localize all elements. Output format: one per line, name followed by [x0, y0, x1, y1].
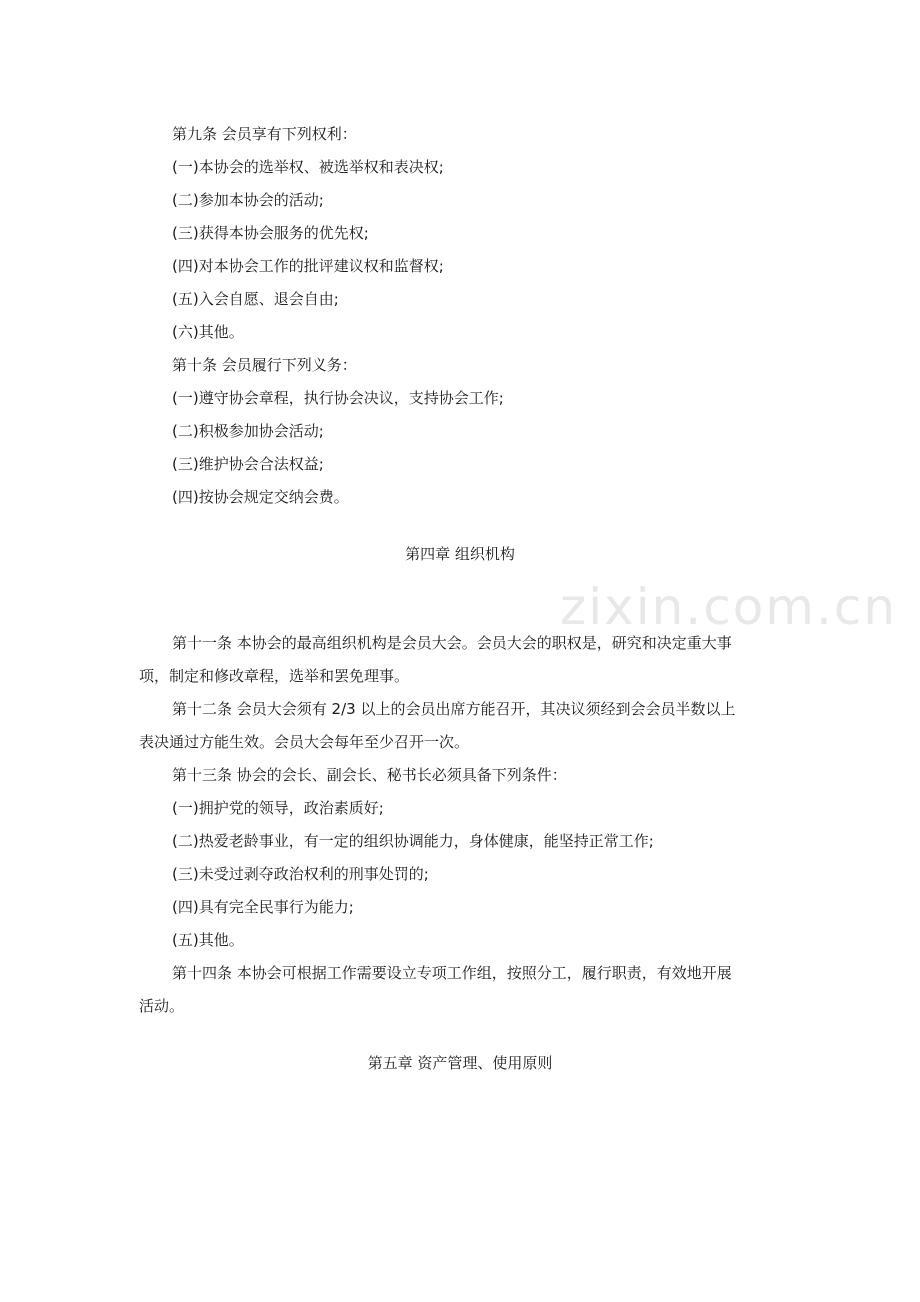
list-item: (三)维护协会合法权益;	[172, 455, 324, 473]
article-10-title: 第十条 会员履行下列义务：	[172, 356, 357, 374]
list-item: (一)拥护党的领导，政治素质好;	[172, 799, 384, 817]
watermark: zixin.com.cn	[560, 578, 898, 636]
list-item: (二)参加本协会的活动;	[172, 191, 324, 209]
list-item: (三)未受过剥夺政治权利的刑事处罚的;	[172, 865, 429, 883]
article-14-line2: 活动。	[139, 997, 185, 1015]
article-12-line1: 第十二条 会员大会须有 2/3 以上的会员出席方能召开，其决议须经到会会员半数以上	[172, 700, 736, 718]
list-item: (四)按协会规定交纳会费。	[172, 488, 349, 506]
list-item: (二)积极参加协会活动;	[172, 422, 324, 440]
list-item: (四)具有完全民事行为能力;	[172, 898, 354, 916]
article-12-line2: 表决通过方能生效。会员大会每年至少召开一次。	[139, 733, 470, 751]
list-item: (一)本协会的选举权、被选举权和表决权;	[172, 158, 444, 176]
article-9-title: 第九条 会员享有下列权利：	[172, 125, 357, 143]
chapter-5-heading: 第五章 资产管理、使用原则	[367, 1054, 553, 1072]
list-item: (六)其他。	[172, 323, 244, 341]
article-11-line2: 项，制定和修改章程，选举和罢免理事。	[139, 667, 410, 685]
article-14-line1: 第十四条 本协会可根据工作需要设立专项工作组，按照分工，履行职责，有效地开展	[172, 964, 732, 982]
article-11-line1: 第十一条 本协会的最高组织机构是会员大会。会员大会的职权是，研究和决定重大事	[172, 634, 732, 652]
article-13-title: 第十三条 协会的会长、副会长、秘书长必须具备下列条件：	[172, 766, 567, 784]
list-item: (五)入会自愿、退会自由;	[172, 290, 339, 308]
list-item: (一)遵守协会章程，执行协会决议，支持协会工作;	[172, 389, 504, 407]
chapter-4-heading: 第四章 组织机构	[405, 545, 515, 563]
list-item: (五)其他。	[172, 931, 244, 949]
list-item: (四)对本协会工作的批评建议权和监督权;	[172, 257, 444, 275]
list-item: (三)获得本协会服务的优先权;	[172, 224, 369, 242]
list-item: (二)热爱老龄事业，有一定的组织协调能力，身体健康，能坚持正常工作;	[172, 832, 654, 850]
